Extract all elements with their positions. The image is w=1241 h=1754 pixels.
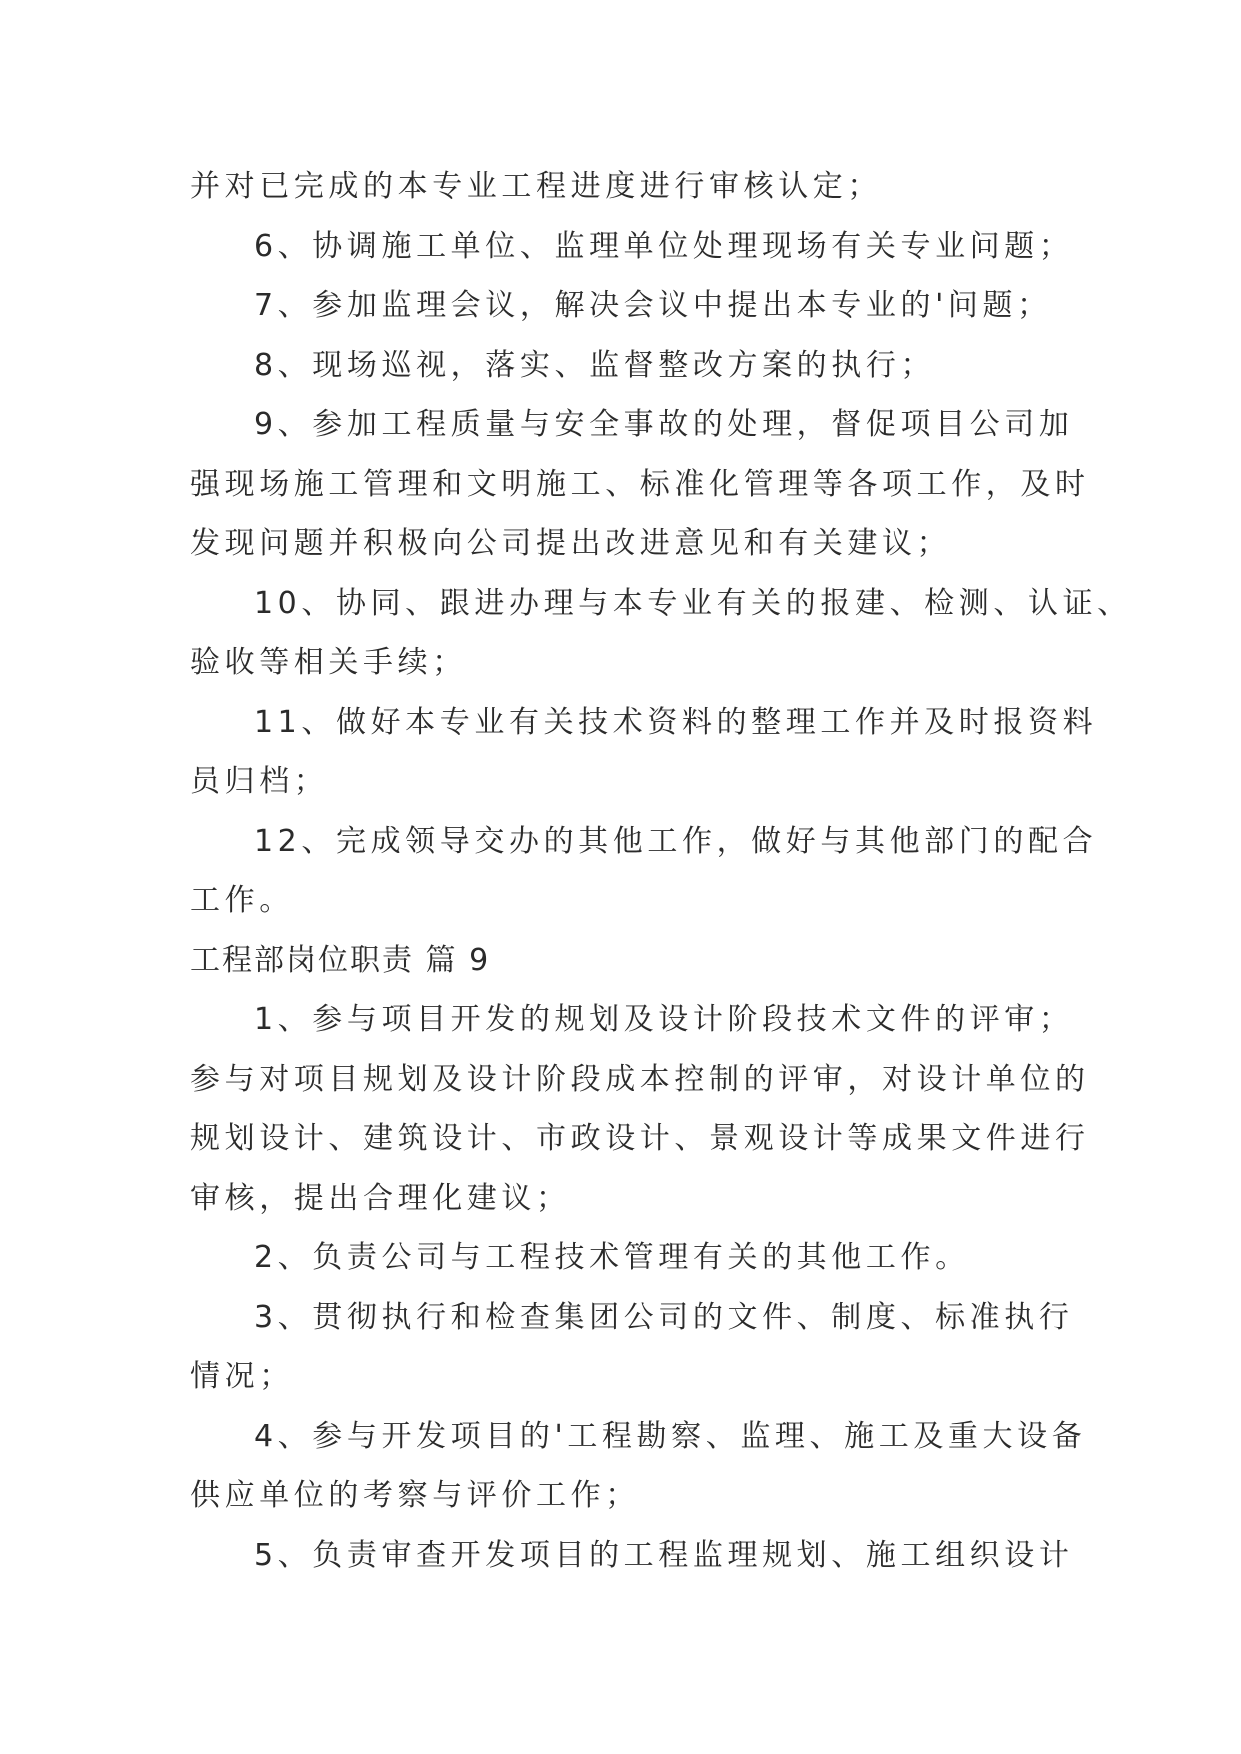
text-line: 规划设计、建筑设计、市政设计、景观设计等成果文件进行 (190, 1121, 1090, 1156)
text-line: 2、负责公司与工程技术管理有关的其他工作。 (254, 1240, 970, 1275)
text-line: 4、参与开发项目的'工程勘察、监理、施工及重大设备 (254, 1418, 1087, 1454)
text-line: 员归档； (190, 764, 329, 799)
text-line: 验收等相关手续； (190, 645, 467, 680)
text-line: 供应单位的考察与评价工作； (190, 1478, 640, 1513)
text-line: 6、协调施工单位、监理单位处理现场有关专业问题； (254, 228, 1074, 264)
text-line: 5、负责审查开发项目的工程监理规划、施工组织设计 (254, 1537, 1074, 1573)
text-line: 8、现场巡视，落实、监督整改方案的执行； (254, 347, 936, 383)
text-line: 9、参加工程质量与安全事故的处理，督促项目公司加 (254, 407, 1074, 442)
text-line: 并对已完成的本专业工程进度进行审核认定； (190, 169, 882, 204)
text-line: 发现问题并积极向公司提出改进意见和有关建议； (190, 526, 952, 561)
text-line: 参与对项目规划及设计阶段成本控制的评审，对设计单位的 (190, 1061, 1090, 1097)
text-line: 工作。 (190, 883, 294, 918)
section-heading: 工程部岗位职责 篇 9 (190, 942, 491, 978)
text-line: 11、做好本专业有关技术资料的整理工作并及时报资料 (254, 704, 1098, 740)
text-line: 7、参加监理会议，解决会议中提出本专业的'问题； (254, 288, 1052, 323)
text-line: 情况； (190, 1359, 294, 1394)
text-line: 3、贯彻执行和检查集团公司的文件、制度、标准执行 (254, 1299, 1074, 1335)
text-line: 强现场施工管理和文明施工、标准化管理等各项工作，及时 (190, 466, 1090, 502)
text-line: 12、完成领导交办的其他工作，做好与其他部门的配合 (254, 823, 1098, 859)
document-body (190, 157, 1132, 1585)
text-line: 审核，提出合理化建议； (190, 1180, 571, 1216)
text-line: 1、参与项目开发的规划及设计阶段技术文件的评审； (254, 1002, 1074, 1037)
text-line: 10、协同、跟进办理与本专业有关的报建、检测、认证、 (254, 585, 1132, 621)
